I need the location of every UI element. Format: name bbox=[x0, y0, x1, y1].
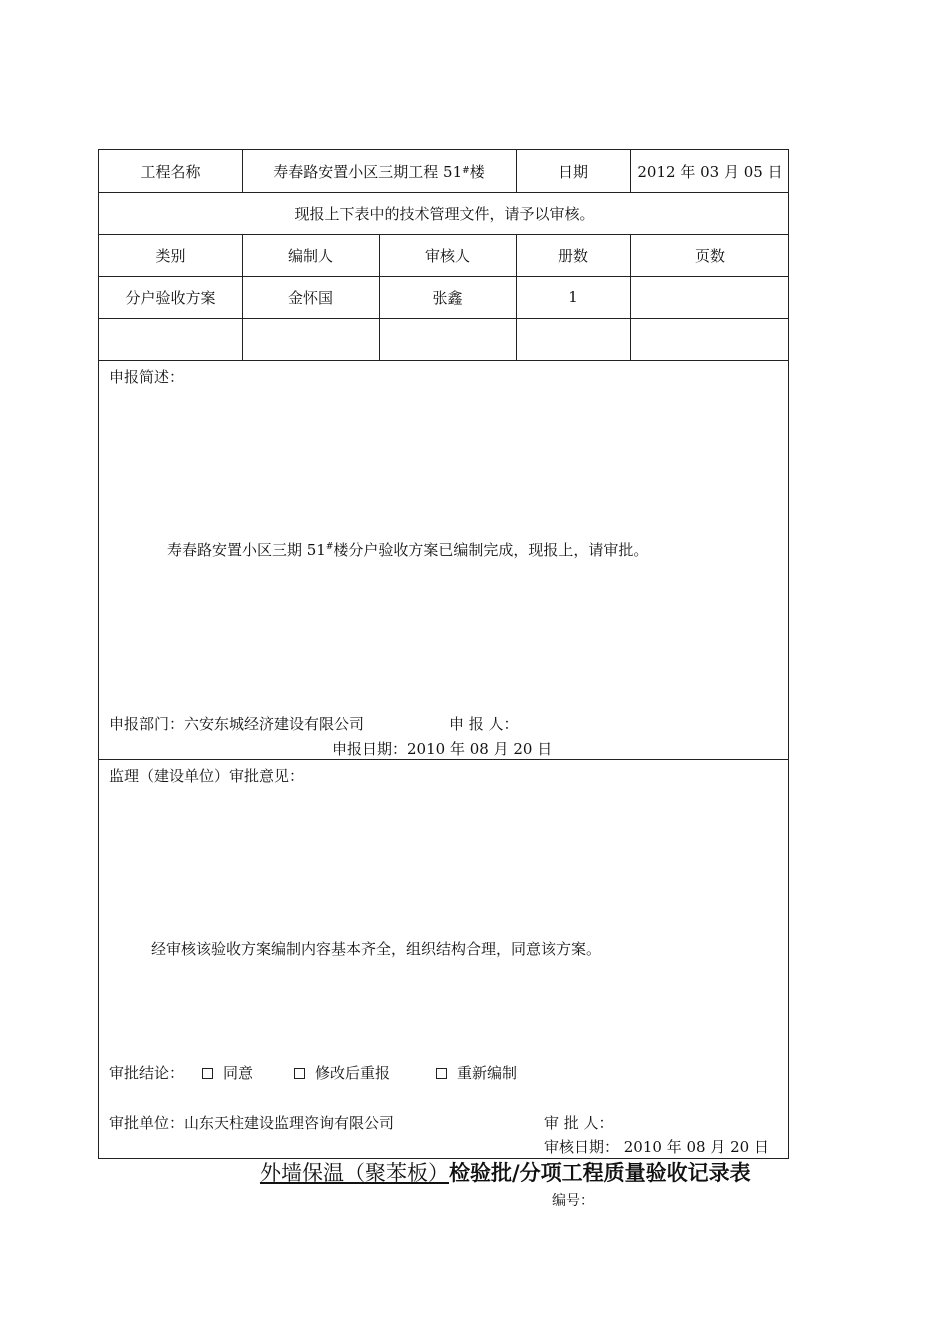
row-divider bbox=[99, 360, 788, 361]
reporter-label: 申 报 人： bbox=[449, 715, 519, 733]
conclusion-label: 审批结论： bbox=[109, 1064, 185, 1082]
table-cell: 金怀国 bbox=[287, 288, 333, 307]
column-header-volumes: 册数 bbox=[557, 246, 588, 265]
next-form-title-bold: 检验批/分项工程质量验收记录表 bbox=[449, 1160, 751, 1185]
submission-body-text: 寿春路安置小区三期 51 bbox=[167, 541, 326, 559]
option-recompile[interactable] bbox=[436, 1062, 517, 1083]
table-cell bbox=[242, 318, 379, 360]
table-cell: 分户验收方案 bbox=[125, 288, 216, 307]
column-header-author: 编制人 bbox=[287, 246, 333, 265]
row-divider bbox=[99, 759, 788, 760]
submission-label: 申报简述： bbox=[109, 368, 185, 386]
date-label: 日期 bbox=[557, 162, 588, 181]
project-name-value bbox=[242, 150, 516, 192]
next-form-title bbox=[260, 1157, 751, 1187]
submission-date: 申报日期：2010 年 08 月 20 日 bbox=[332, 740, 553, 758]
review-body: 经审核该验收方案编制内容基本齐全，组织结构合理，同意该方案。 bbox=[151, 940, 602, 958]
submission-body-suffix: 楼分户验收方案已编制完成，现报上，请审批。 bbox=[333, 541, 649, 559]
table-cell: 1 bbox=[568, 288, 578, 306]
checkbox[interactable] bbox=[202, 1068, 213, 1079]
option-agree-label: 同意 bbox=[223, 1064, 254, 1082]
submitting-department: 申报部门：六安东城经济建设有限公司 bbox=[109, 715, 365, 733]
option-revise-label: 修改后重报 bbox=[315, 1064, 391, 1082]
next-form-title-underlined: 外墙保温（聚苯板） bbox=[260, 1161, 449, 1185]
submission-body-sup: # bbox=[325, 542, 334, 552]
approval-unit: 审批单位：山东天柱建设监理咨询有限公司 bbox=[109, 1114, 395, 1132]
table-cell bbox=[516, 318, 630, 360]
option-revise[interactable] bbox=[294, 1062, 390, 1083]
submission-body bbox=[167, 539, 648, 560]
review-label: 监理（建设单位）审批意见： bbox=[109, 767, 305, 785]
checkbox[interactable] bbox=[436, 1068, 447, 1079]
project-name-suffix: 楼 bbox=[469, 162, 485, 181]
option-agree[interactable] bbox=[202, 1062, 253, 1083]
option-recompile-label: 重新编制 bbox=[457, 1064, 518, 1082]
table-cell: 张鑫 bbox=[432, 288, 463, 307]
table-cell bbox=[630, 318, 790, 360]
table-cell bbox=[99, 318, 242, 360]
serial-number-label: 编号： bbox=[552, 1193, 594, 1209]
column-header-reviewer: 审核人 bbox=[424, 246, 470, 265]
notice-text: 现报上下表中的技术管理文件，请予以审核。 bbox=[294, 204, 595, 223]
column-header-pages: 页数 bbox=[694, 246, 725, 265]
approval-form bbox=[98, 149, 789, 1159]
project-name-text: 寿春路安置小区三期工程 51 bbox=[273, 162, 463, 181]
table-cell bbox=[630, 276, 790, 318]
approver-label: 审 批 人： bbox=[544, 1114, 614, 1132]
review-date: 审核日期： 2010 年 08 月 20 日 bbox=[544, 1138, 769, 1156]
table-cell bbox=[379, 318, 516, 360]
column-header-category: 类别 bbox=[155, 246, 186, 265]
date-value: 2012 年 03 月 05 日 bbox=[637, 162, 783, 181]
project-name-sup: # bbox=[462, 166, 470, 176]
project-name-label: 工程名称 bbox=[140, 162, 201, 181]
checkbox[interactable] bbox=[294, 1068, 305, 1079]
